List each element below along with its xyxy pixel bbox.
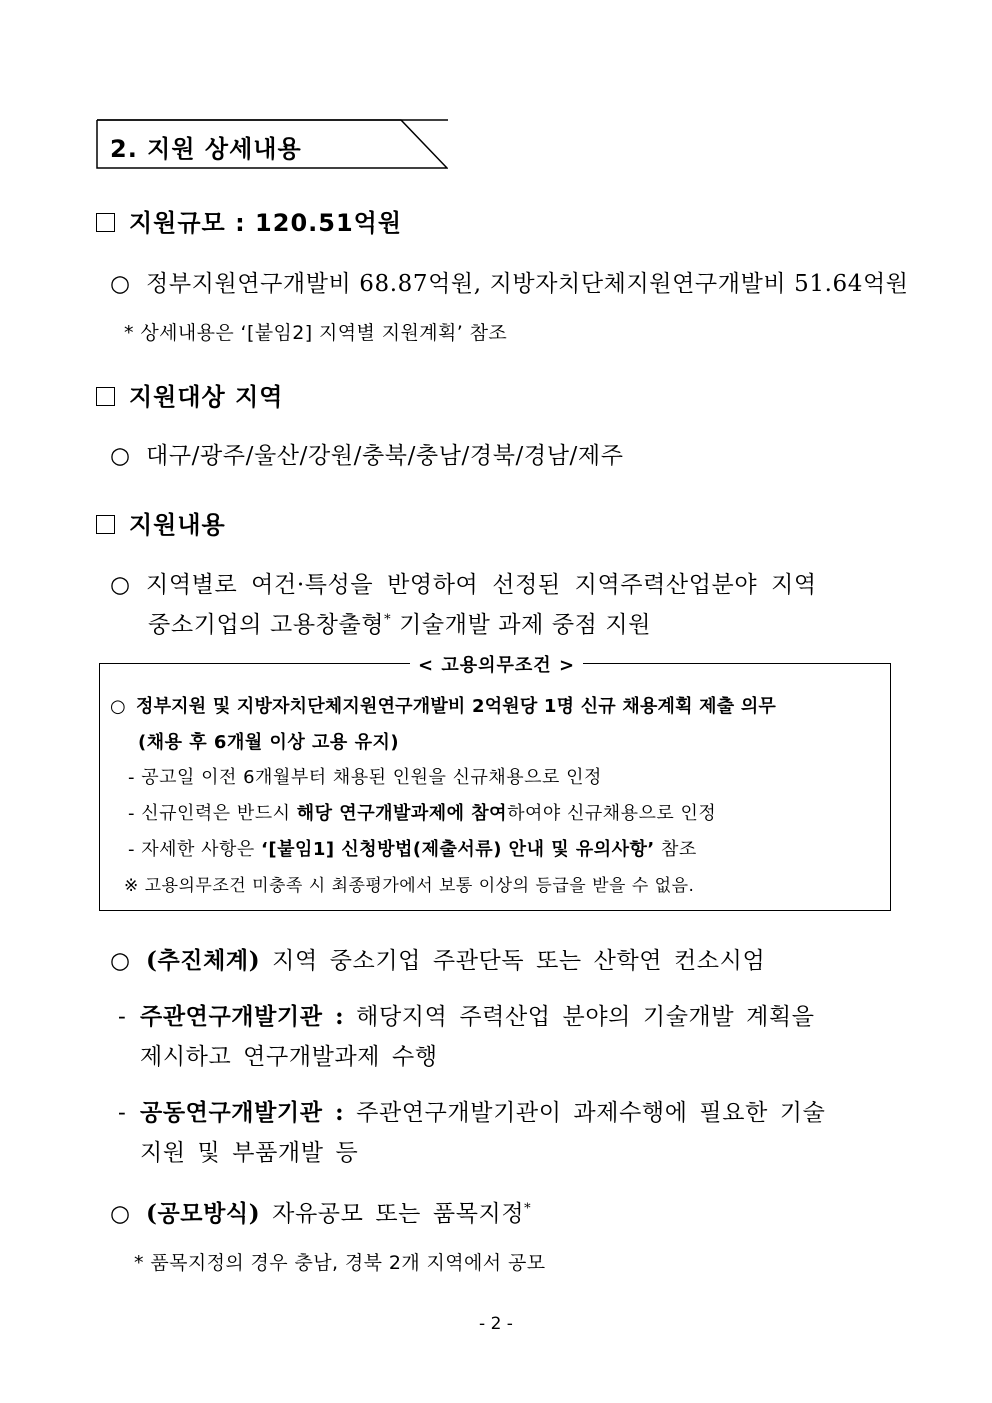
support-scale-heading-text: 지원규모 : 120.51억원 (129, 209, 403, 237)
section-title: 2. 지원 상세내용 (110, 135, 302, 163)
lead-institution-line1 (118, 998, 815, 1031)
support-content-bullet-line2 (148, 606, 651, 639)
joint-institution-text1: 주관연구개발기관이 과제수행에 필요한 기술 (344, 1100, 826, 1126)
dash-marker: - (118, 1100, 127, 1126)
lead-institution-label: 주관연구개발기관 : (140, 1003, 345, 1030)
bullet-circle-icon: ○ (110, 271, 131, 297)
employment-main-line1-text: 정부지원 및 지방자치단체지원연구개발비 2억원당 1명 신규 채용계획 제출 의무 (136, 696, 776, 717)
footnote-mark: * (384, 612, 392, 628)
support-content-bullet-line1 (110, 566, 817, 599)
employment-item3-c: 참조 (654, 839, 697, 860)
employment-warning: ※ 고용의무조건 미충족 시 최종평가에서 보통 이상의 등급을 받을 수 없음. (124, 876, 695, 896)
support-content-line1-text: 지역별로 여건·특성을 반영하여 선정된 지역주력산업분야 지역 (146, 572, 817, 598)
joint-institution-line1 (118, 1094, 825, 1127)
employment-obligation-box (99, 655, 891, 911)
target-region-bullet-text: 대구/광주/울산/강원/충북/충남/경북/경남/제주 (146, 443, 624, 469)
employment-item2-bold: 해당 연구개발과제에 참여 (296, 803, 508, 824)
employment-item2 (128, 799, 716, 825)
employment-main-line2: (채용 후 6개월 이상 고용 유지) (138, 732, 400, 753)
employment-box-heading: < 고용의무조건 > (410, 651, 583, 677)
lead-institution-text1: 해당지역 주력산업 분야의 기술개발 계획을 (344, 1004, 815, 1030)
employment-main-line1 (110, 692, 776, 718)
joint-institution-label: 공동연구개발기관 : (140, 1099, 345, 1126)
bullet-circle-icon: ○ (110, 948, 131, 974)
bullet-circle-icon: ○ (110, 572, 131, 598)
recruit-note: * 품목지정의 경우 충남, 경북 2개 지역에서 공모 (134, 1252, 546, 1274)
promotion-label: (추진체계) (146, 947, 261, 974)
target-region-bullet (110, 437, 624, 470)
support-content-heading-text: 지원내용 (129, 511, 226, 539)
bullet-circle-icon: ○ (110, 443, 131, 469)
promotion-text: 지역 중소기업 주관단독 또는 산학연 컨소시엄 (260, 948, 766, 974)
employment-item3 (128, 835, 697, 861)
joint-institution-line2: 지원 및 부품개발 등 (140, 1140, 359, 1166)
target-region-heading (96, 377, 283, 412)
recruit-bullet (110, 1195, 531, 1228)
employment-item2-c: 하여야 신규채용으로 인정 (507, 803, 717, 824)
support-content-line2-text: 중소기업의 고용창출형 (148, 612, 385, 638)
checkbox-square-icon (96, 213, 115, 232)
checkbox-square-icon (96, 387, 115, 406)
support-content-heading (96, 505, 226, 540)
support-scale-bullet-text: 정부지원연구개발비 68.87억원, 지방자치단체지원연구개발비 51.64억원 (146, 271, 909, 297)
bullet-circle-icon: ○ (110, 1201, 131, 1227)
employment-item1: - 공고일 이전 6개월부터 채용된 인원을 신규채용으로 인정 (128, 767, 602, 788)
lead-institution-line2: 제시하고 연구개발과제 수행 (140, 1044, 438, 1070)
support-scale-note: * 상세내용은 ‘[붙임2] 지역별 지원계획’ 참조 (124, 322, 508, 344)
page-number: - 2 - (479, 1314, 513, 1334)
target-region-heading-text: 지원대상 지역 (129, 383, 284, 411)
employment-item2-a: - 신규인력은 반드시 (128, 803, 297, 824)
recruit-label: (공모방식) (146, 1200, 261, 1227)
bullet-circle-icon: ○ (110, 696, 126, 717)
employment-item3-bold: ‘[붙임1] 신청방법(제출서류) 안내 및 유의사항’ (261, 839, 655, 860)
dash-marker: - (118, 1004, 127, 1030)
recruit-text: 자유공모 또는 품목지정 (260, 1201, 525, 1227)
checkbox-square-icon (96, 515, 115, 534)
support-content-line2-end: 기술개발 과제 중점 지원 (391, 612, 652, 638)
footnote-mark: * (524, 1201, 532, 1217)
employment-item3-a: - 자세한 사항은 (128, 839, 261, 860)
support-scale-bullet (110, 265, 909, 298)
section-title-tab (96, 119, 448, 169)
support-scale-heading (96, 203, 402, 238)
promotion-bullet (110, 942, 765, 975)
